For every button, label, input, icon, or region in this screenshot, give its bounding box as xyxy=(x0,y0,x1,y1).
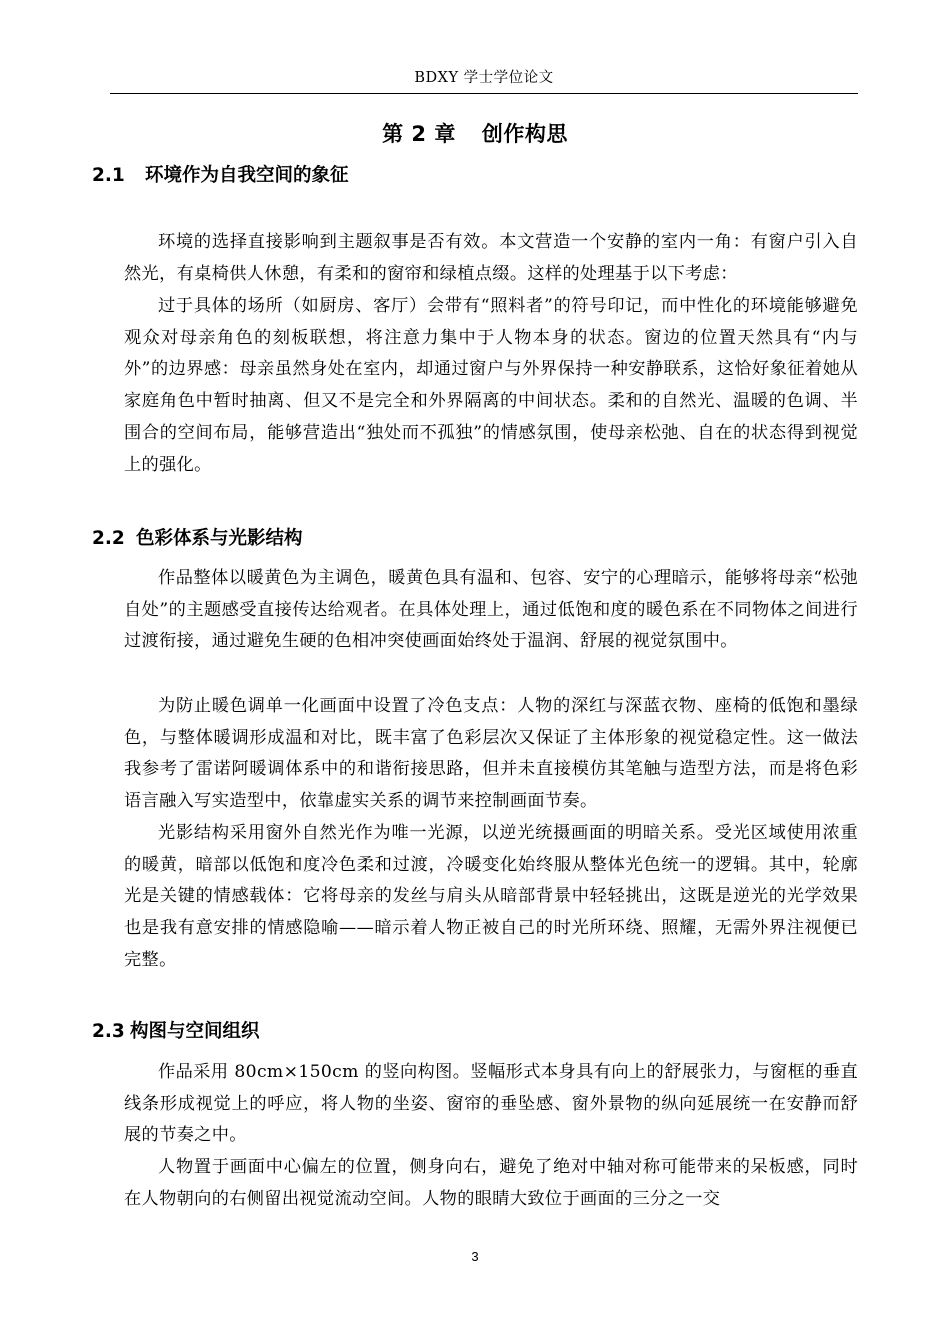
chapter-name: 创作构思 xyxy=(481,122,568,146)
page-number: 3 xyxy=(471,1249,479,1264)
section-number: 2.1 xyxy=(92,165,125,186)
paragraph: 环境的选择直接影响到主题叙事是否有效。本文营造一个安静的室内一角：有窗户引入自然光，有桌椅供人休憩，有柔和的窗帘和绿植点缀。这样的处理基于以下考虑： xyxy=(124,232,858,284)
paragraph: 作品整体以暖黄色为主调色，暖黄色具有温和、包容、安宁的心理暗示，能够将母亲“松弛自处”的主题感受直接传达给观者。在具体处理上，通过低饱和度的暖色系在不同物体之间进行过渡衔接，通过避免生硬的色相冲突使画面始终处于温润、舒展的视觉氛围中。 xyxy=(124,568,858,652)
chapter-title xyxy=(0,118,950,148)
section-number: 2.2 xyxy=(92,528,125,549)
paragraph: 为防止暖色调单一化画面中设置了冷色支点：人物的深红与深蓝衣物、座椅的低饱和墨绿色，与整体暖调形成温和对比，既丰富了色彩层次又保证了主体形象的视觉稳定性。这一做法我参考了雷诺阿暖调体系中的和谐衔接思路，但并未直接模仿其笔触与造型方法，而是将色彩语言融入写实造型中，依靠虚实关系的调节来控制画面节奏。 xyxy=(124,696,858,812)
section-title: 色彩体系与光影结构 xyxy=(136,528,303,549)
header-rule xyxy=(110,93,858,94)
section-heading-2-2 xyxy=(92,524,872,550)
section-number: 2.3 xyxy=(92,1021,125,1042)
running-header: BDXY 学士学位论文 xyxy=(414,70,554,86)
section-heading-2-3 xyxy=(92,1017,872,1043)
section-heading-2-1 xyxy=(92,161,872,187)
chapter-number: 第 2 章 xyxy=(382,122,456,146)
section-title: 环境作为自我空间的象征 xyxy=(145,165,349,186)
paragraph: 过于具体的场所（如厨房、客厅）会带有“照料者”的符号印记，而中性化的环境能够避免观众对母亲角色的刻板联想，将注意力集中于人物本身的状态。窗边的位置天然具有“内与外”的边界感：母亲虽然身处在室内，却通过窗户与外界保持一种安静联系，这恰好象征着她从家庭角色中暂时抽离、但又不是完全和外界隔离的中间状态。柔和的自然光、温暖的色调、半围合的空间布局，能够营造出“独处而不孤独”的情感氛围，使母亲松弛、自在的状态得到视觉上的强化。 xyxy=(124,296,858,475)
paragraph: 作品采用 80cm×150cm 的竖向构图。竖幅形式本身具有向上的舒展张力，与窗框的垂直线条形成视觉上的呼应，将人物的坐姿、窗帘的垂坠感、窗外景物的纵向延展统一在安静而舒展的节奏之中。 xyxy=(124,1062,858,1146)
paragraph: 人物置于画面中心偏左的位置，侧身向右，避免了绝对中轴对称可能带来的呆板感，同时在人物朝向的右侧留出视觉流动空间。人物的眼睛大致位于画面的三分之一交 xyxy=(124,1157,858,1209)
section-title: 构图与空间组织 xyxy=(130,1021,260,1042)
paragraph: 光影结构采用窗外自然光作为唯一光源，以逆光统摄画面的明暗关系。受光区域使用浓重的暖黄，暗部以低饱和度冷色柔和过渡，冷暖变化始终服从整体光色统一的逻辑。其中，轮廓光是关键的情感载体：它将母亲的发丝与肩头从暗部背景中轻轻挑出，这既是逆光的光学效果也是我有意安排的情感隐喻——暗示着人物正被自己的时光所环绕、照耀，无需外界注视便已完整。 xyxy=(124,823,858,970)
